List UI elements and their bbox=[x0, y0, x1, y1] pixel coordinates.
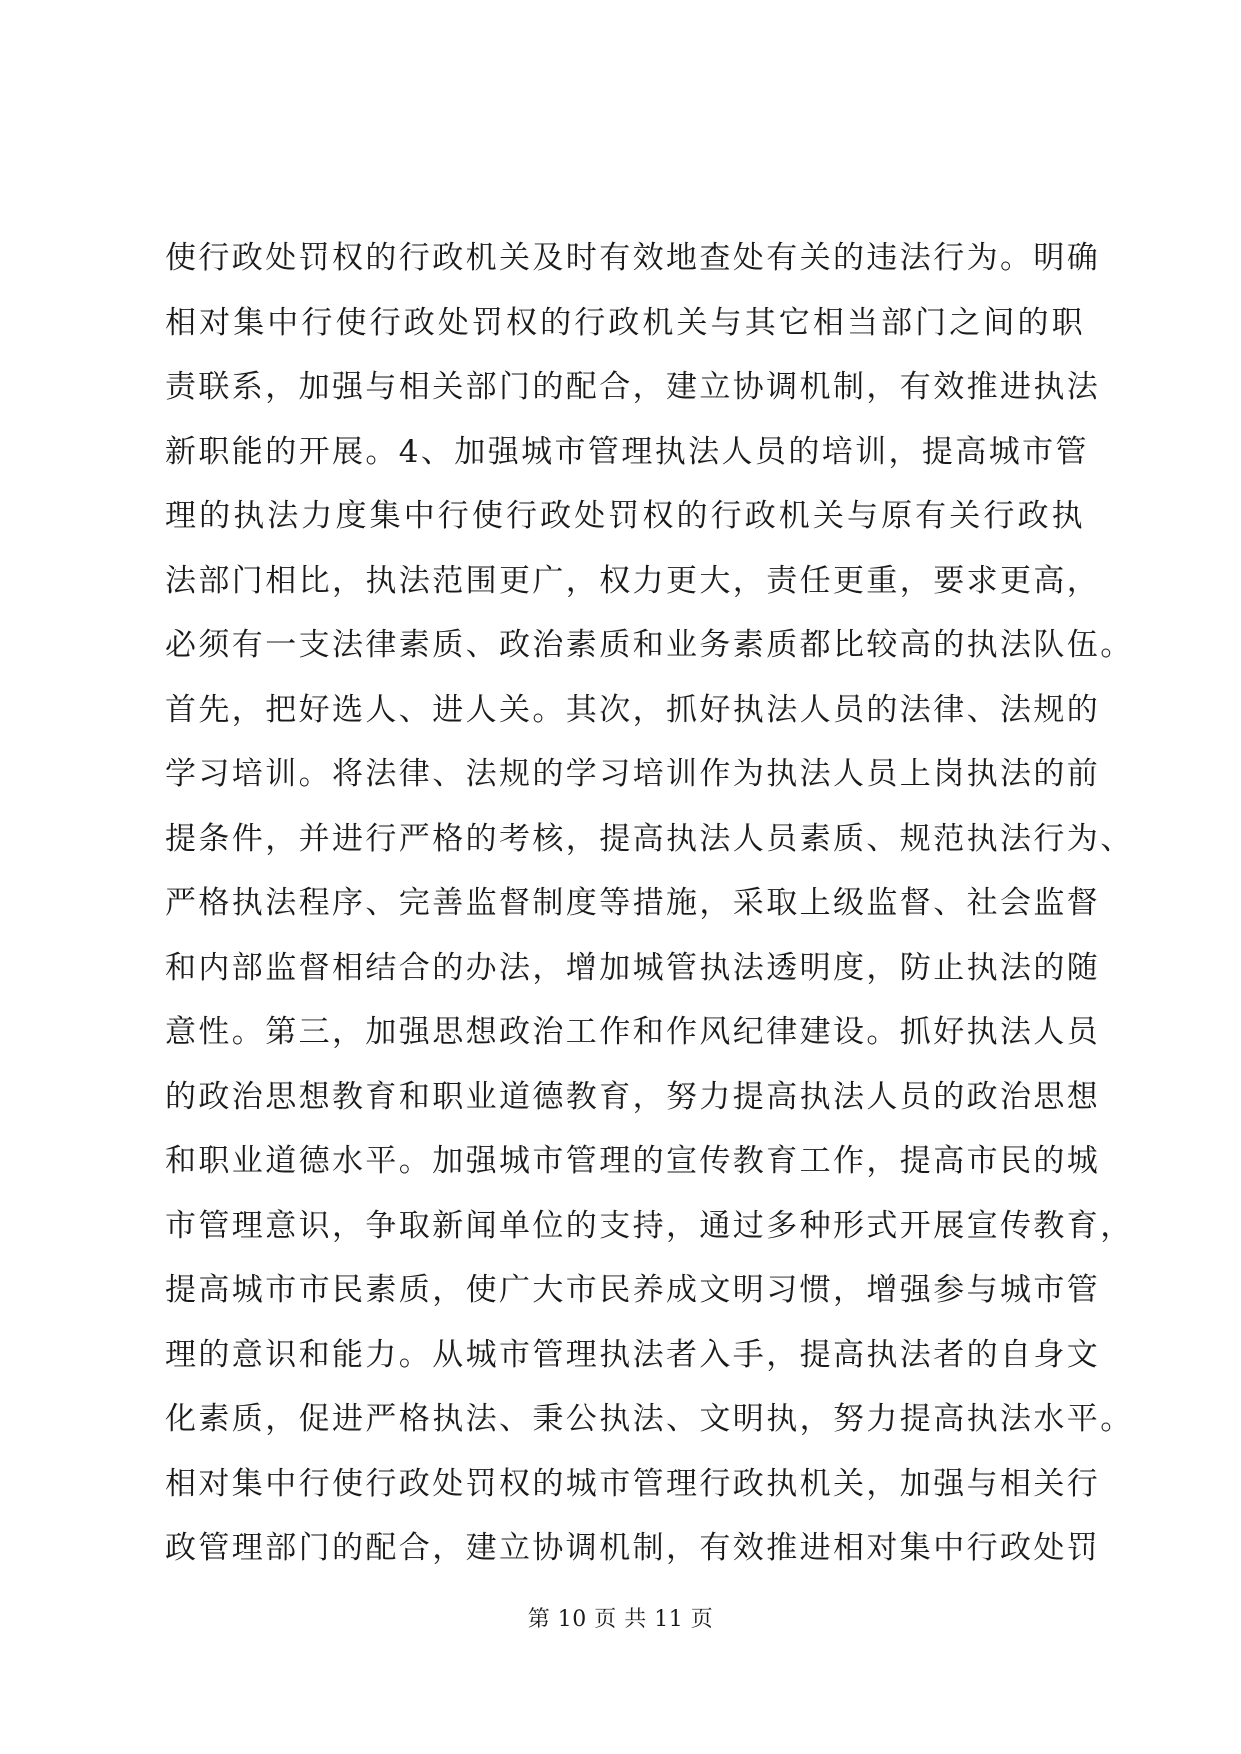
body-text bbox=[165, 226, 1134, 1581]
text-line: 法部门相比，执法范围更广，权力更大，责任更重，要求更高， bbox=[165, 562, 1101, 599]
text-line: 理的意识和能力。从城市管理执法者入手，提高执法者的自身文 bbox=[165, 1336, 1101, 1373]
text-line: 使行政处罚权的行政机关及时有效地查处有关的违法行为。明确 bbox=[165, 240, 1101, 276]
text-line: 提条件，并进行严格的考核，提高执法人员素质、规范执法行为、 bbox=[165, 820, 1134, 857]
text-line: 提高城市市民素质，使广大市民养成文明习惯，增强参与城市管 bbox=[165, 1272, 1101, 1308]
text-line: 理的执法力度集中行使行政处罚权的行政机关与原有关行政执 bbox=[165, 498, 1085, 534]
text-line: 政管理部门的配合，建立协调机制，有效推进相对集中行政处罚 bbox=[165, 1530, 1101, 1566]
page-number-footer: 第 10 页 共 11 页 bbox=[527, 1607, 714, 1632]
text-line: 相对集中行使行政处罚权的城市管理行政执机关，加强与相关行 bbox=[165, 1465, 1101, 1502]
text-line: 新职能的开展。4、加强城市管理执法人员的培训，提高城市管 bbox=[165, 433, 1089, 470]
text-line: 的政治思想教育和职业道德教育，努力提高执法人员的政治思想 bbox=[165, 1078, 1101, 1115]
text-line: 化素质，促进严格执法、秉公执法、文明执，努力提高执法水平。 bbox=[165, 1401, 1134, 1437]
text-line: 责联系，加强与相关部门的配合，建立协调机制，有效推进执法 bbox=[165, 369, 1101, 405]
text-line: 严格执法程序、完善监督制度等措施，采取上级监督、社会监督 bbox=[165, 885, 1101, 921]
text-line: 学习培训。将法律、法规的学习培训作为执法人员上岗执法的前 bbox=[165, 756, 1101, 792]
text-line: 和内部监督相结合的办法，增加城管执法透明度，防止执法的随 bbox=[165, 949, 1101, 986]
text-line: 市管理意识，争取新闻单位的支持，通过多种形式开展宣传教育， bbox=[165, 1207, 1134, 1244]
text-line: 和职业道德水平。加强城市管理的宣传教育工作，提高市民的城 bbox=[165, 1143, 1101, 1179]
text-line: 首先，把好选人、进人关。其次，抓好执法人员的法律、法规的 bbox=[165, 691, 1101, 728]
text-line: 意性。第三，加强思想政治工作和作风纪律建设。抓好执法人员 bbox=[165, 1014, 1101, 1050]
text-line: 必须有一支法律素质、政治素质和业务素质都比较高的执法队伍。 bbox=[165, 627, 1134, 663]
text-line: 相对集中行使行政处罚权的行政机关与其它相当部门之间的职 bbox=[165, 304, 1085, 341]
